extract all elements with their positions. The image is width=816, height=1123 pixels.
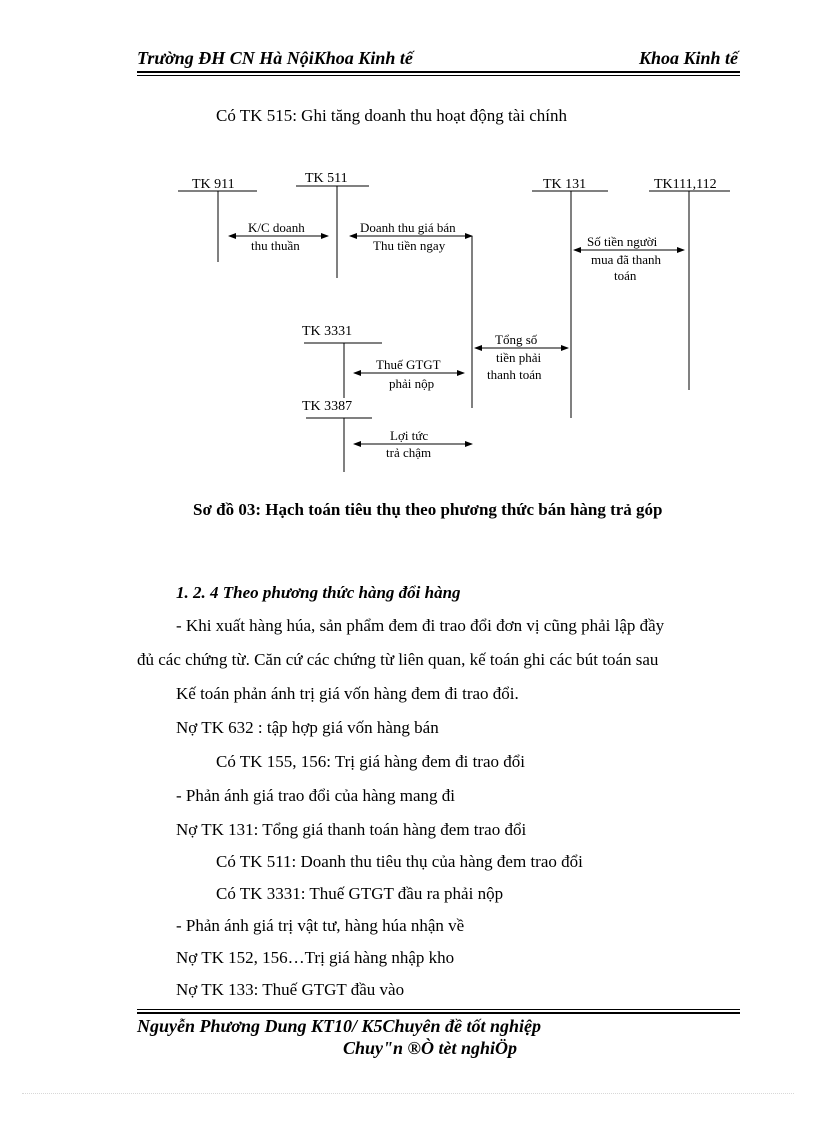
- account-tk3387: TK 3387: [302, 399, 353, 414]
- label-st-2: mua đã thanh: [591, 252, 662, 267]
- section-heading: 1. 2. 4 Theo phương thức hàng đổi hàng: [176, 583, 461, 602]
- label-lt-1: Lợi tức: [390, 428, 429, 443]
- body-line: Có TK 511: Doanh thu tiêu thụ của hàng đem trao đổi: [216, 852, 583, 871]
- label-lt-2: trả chậm: [386, 445, 432, 460]
- account-tk3331: TK 3331: [302, 324, 353, 339]
- body-line: Kế toán phản ánh trị giá vốn hàng đem đi trao đổi.: [176, 684, 519, 703]
- body-line: Có TK 155, 156: Trị giá hàng đem đi trao đổi: [216, 752, 525, 771]
- label-dt-1: Doanh thu giá bán: [360, 220, 456, 235]
- label-st-1: Số tiền người: [587, 234, 658, 249]
- accounting-diagram: [0, 0, 816, 490]
- body-line: - Khi xuất hàng húa, sản phẩm đem đi trao đổi đơn vị cũng phải lập đầy: [176, 616, 665, 635]
- footer-garbled: Chuy"n ®Ò tèt nghiÖp: [343, 1038, 517, 1058]
- label-dt-2: Thu tiền ngay: [373, 238, 446, 253]
- label-thue-2: phải nộp: [389, 376, 435, 391]
- intro-line: Có TK 515: Ghi tăng doanh thu hoạt động tài chính: [216, 106, 567, 125]
- label-ts-1: Tổng số: [495, 332, 538, 347]
- body-line: Nợ TK 152, 156…Trị giá hàng nhập kho: [176, 948, 455, 967]
- body-line: Nợ TK 133: Thuế GTGT đầu vào: [176, 980, 405, 999]
- body-line: Nợ TK 131: Tổng giá thanh toán hàng đem trao đổi: [176, 820, 527, 839]
- body-line: - Phản ánh giá trao đổi của hàng mang đi: [176, 786, 456, 805]
- diagram-caption: Sơ đồ 03: Hạch toán tiêu thụ theo phương thức bán hàng trả góp: [193, 500, 663, 519]
- label-ts-3: thanh toán: [487, 367, 542, 382]
- body-line: đủ các chứng từ. Căn cứ các chứng từ liên quan, kế toán ghi các bút toán sau: [137, 650, 659, 669]
- label-kc-1: K/C doanh: [248, 220, 305, 235]
- label-kc-2: thu thuần: [251, 238, 300, 253]
- page-edge-dotted: [22, 1093, 794, 1094]
- body-line: Nợ TK 632 : tập hợp giá vốn hàng bán: [176, 718, 439, 737]
- account-tk111-112: TK111,112: [654, 177, 717, 192]
- account-tk131: TK 131: [543, 177, 587, 192]
- body-line: Có TK 3331: Thuế GTGT đầu ra phải nộp: [216, 884, 504, 903]
- footer-rule-thin: [137, 1009, 740, 1010]
- account-tk911: TK 911: [192, 177, 235, 192]
- account-tk511: TK 511: [305, 171, 348, 186]
- header-department: Khoa Kinh tế: [638, 48, 738, 68]
- label-ts-2: tiền phải: [496, 350, 542, 365]
- footer-rule: [137, 1012, 740, 1014]
- header-school: Trường ĐH CN Hà NộiKhoa Kinh tế: [137, 48, 413, 68]
- footer-author: Nguyễn Phương Dung KT10/ K5Chuyên đề tốt nghiệp: [137, 1016, 542, 1036]
- label-st-3: toán: [614, 268, 637, 283]
- body-line: - Phản ánh giá trị vật tư, hàng húa nhận về: [176, 916, 465, 935]
- label-thue-1: Thuế GTGT: [376, 357, 441, 372]
